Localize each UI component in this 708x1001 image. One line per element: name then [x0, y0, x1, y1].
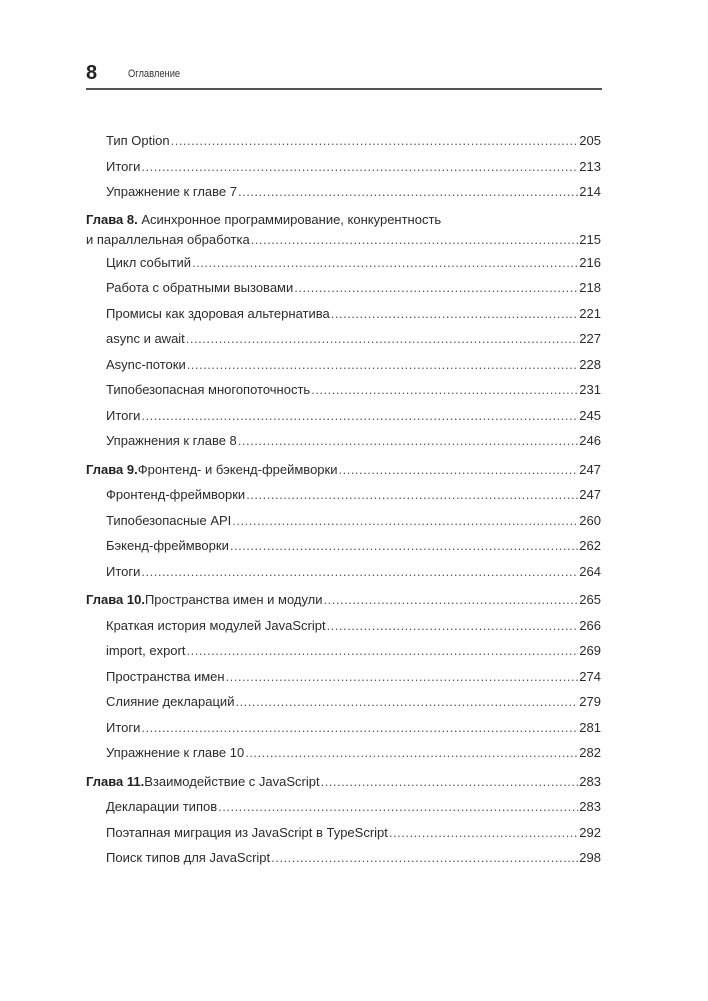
dot-leader	[331, 301, 579, 327]
dot-leader	[230, 533, 578, 559]
dot-leader	[141, 559, 578, 585]
toc-page-number: 260	[579, 512, 601, 528]
toc-chapter-line	[86, 210, 601, 230]
dot-leader	[171, 128, 579, 154]
dot-leader	[324, 587, 579, 613]
dot-leader	[141, 403, 578, 429]
toc-section-title: Поиск типов для JavaScript	[106, 850, 271, 865]
dot-leader	[141, 715, 578, 741]
dot-leader	[311, 377, 578, 403]
toc-section-title: Итоги	[106, 158, 141, 174]
toc-page-number: 298	[579, 850, 601, 865]
dot-leader	[232, 508, 578, 534]
toc-page-number: 214	[579, 184, 601, 199]
toc-section-entry[interactable]	[86, 352, 601, 378]
toc-section-title: Поэтапная миграция из JavaScript в TypeScript	[106, 824, 388, 840]
toc-page-number: 218	[579, 280, 601, 295]
dot-leader	[271, 845, 578, 871]
toc-chapter-line	[86, 230, 601, 250]
toc-section-title: Упражнение к главе 7	[106, 184, 237, 199]
toc-page-number: 227	[579, 331, 601, 346]
toc-section-entry[interactable]	[86, 638, 601, 664]
toc-section-entry[interactable]	[86, 326, 601, 352]
toc-section-title: Итоги	[106, 407, 141, 423]
toc-section-entry[interactable]	[86, 482, 601, 508]
toc-chapter-entry[interactable]	[86, 587, 601, 613]
toc-section-entry[interactable]	[86, 428, 601, 454]
toc-section-entry[interactable]	[86, 128, 601, 154]
toc-page-number: 247	[579, 461, 601, 477]
toc-section-title: Типобезопасные API	[106, 512, 232, 528]
toc-section-entry[interactable]	[86, 715, 601, 741]
toc-section-entry[interactable]	[86, 533, 601, 559]
toc-section-title: Слияние деклараций	[106, 694, 235, 709]
toc-section-title: Упражнение к главе 10	[106, 745, 245, 760]
dot-leader	[186, 638, 578, 664]
toc-section-entry[interactable]	[86, 250, 601, 276]
toc-section-title: Тип Option	[106, 133, 170, 148]
toc-section-entry[interactable]	[86, 613, 601, 639]
toc-section-entry[interactable]	[86, 301, 601, 327]
toc-section-entry[interactable]	[86, 559, 601, 585]
toc-chapter-label: Глава 9.	[86, 461, 138, 477]
toc-chapter-title-cont: и параллельная обработка	[86, 231, 250, 247]
dot-leader	[389, 820, 578, 846]
toc-section-title: Итоги	[106, 563, 141, 579]
toc-page-number: 274	[579, 668, 601, 684]
running-title: Оглавление	[128, 68, 181, 80]
toc-section-title: Промисы как здоровая альтернатива	[106, 305, 330, 321]
dot-leader	[246, 482, 578, 508]
toc-page-number: 221	[579, 305, 601, 321]
dot-leader	[338, 457, 578, 483]
toc-chapter-entry[interactable]	[86, 457, 601, 483]
toc-section-entry[interactable]	[86, 377, 601, 403]
toc-page-number: 282	[579, 745, 601, 760]
dot-leader	[186, 326, 579, 352]
toc-chapter-label: Глава 8.	[86, 211, 138, 227]
dot-leader	[238, 428, 579, 454]
toc-page-number: 269	[579, 643, 601, 658]
toc-page-number: 231	[579, 382, 601, 397]
dot-leader	[238, 179, 578, 205]
toc-section-title: Декларации типов	[106, 799, 218, 814]
toc-section-entry[interactable]	[86, 845, 601, 871]
dot-leader	[294, 275, 578, 301]
toc-section-entry[interactable]	[86, 740, 601, 766]
toc-page-number: 283	[579, 799, 601, 814]
toc-section-title: Типобезопасная многопоточность	[106, 382, 311, 397]
toc-page-number: 262	[579, 538, 601, 553]
dot-leader	[226, 664, 579, 690]
toc-section-title: Фронтенд-фреймворки	[106, 487, 246, 502]
toc-page-number: 279	[579, 694, 601, 709]
toc-section-title: Работа с обратными вызовами	[106, 280, 294, 295]
toc-section-entry[interactable]	[86, 179, 601, 205]
toc-page-number: 246	[579, 433, 601, 448]
toc-page-number: 292	[579, 824, 601, 840]
toc-chapter-entry[interactable]	[86, 210, 601, 250]
toc-chapter-title: Фронтенд- и бэкенд-фреймворки	[137, 461, 338, 477]
running-header	[86, 62, 602, 90]
toc-section-title: Упражнения к главе 8	[106, 433, 237, 448]
dot-leader	[321, 769, 579, 795]
toc-page-number: 283	[579, 773, 601, 789]
toc-page-number: 247	[579, 487, 601, 502]
toc-section-title: async и await	[106, 331, 185, 346]
dot-leader	[245, 740, 578, 766]
toc-section-title: Итоги	[106, 719, 141, 735]
toc-section-entry[interactable]	[86, 403, 601, 429]
toc-page-number: 205	[579, 133, 601, 148]
toc-section-entry[interactable]	[86, 794, 601, 820]
toc-chapter-label: Глава 11.	[86, 773, 145, 789]
toc-section-entry[interactable]	[86, 275, 601, 301]
toc-page-number: 281	[579, 719, 601, 735]
toc-section-title: Пространства имен	[106, 668, 225, 684]
toc-page-number: 216	[579, 254, 601, 270]
toc-section-title: import, export	[106, 643, 186, 658]
toc-section-entry[interactable]	[86, 689, 601, 715]
table-of-contents	[86, 128, 601, 871]
toc-page-number: 264	[579, 563, 601, 579]
toc-page-number: 265	[579, 592, 601, 607]
toc-page-number: 215	[579, 231, 601, 247]
toc-chapter-title: Пространства имен и модули	[144, 592, 323, 607]
dot-leader	[192, 250, 578, 276]
dot-leader	[251, 230, 579, 250]
dot-leader	[141, 154, 578, 180]
dot-leader	[327, 613, 579, 639]
toc-section-entry[interactable]	[86, 154, 601, 180]
page-number: 8	[86, 62, 98, 84]
toc-section-title: Краткая история модулей JavaScript	[106, 617, 326, 633]
toc-section-title: Бэкенд-фреймворки	[106, 538, 229, 553]
dot-leader	[218, 794, 578, 820]
toc-section-entry[interactable]	[86, 664, 601, 690]
toc-chapter-entry[interactable]	[86, 769, 601, 795]
dot-leader	[187, 352, 579, 378]
toc-section-entry[interactable]	[86, 508, 601, 534]
toc-chapter-title: Асинхронное программирование, конкурентность	[141, 211, 442, 227]
toc-page-number: 245	[579, 407, 601, 423]
toc-page-number: 228	[579, 356, 601, 372]
toc-page-number: 213	[579, 158, 601, 174]
toc-chapter-label: Глава 10.	[86, 592, 145, 607]
dot-leader	[235, 689, 578, 715]
toc-section-title: Цикл событий	[106, 254, 192, 270]
toc-section-title: Async-потоки	[106, 356, 186, 372]
toc-section-entry[interactable]	[86, 820, 601, 846]
toc-chapter-title: Взаимодействие с JavaScript	[144, 773, 320, 789]
toc-page-number: 266	[579, 617, 601, 633]
